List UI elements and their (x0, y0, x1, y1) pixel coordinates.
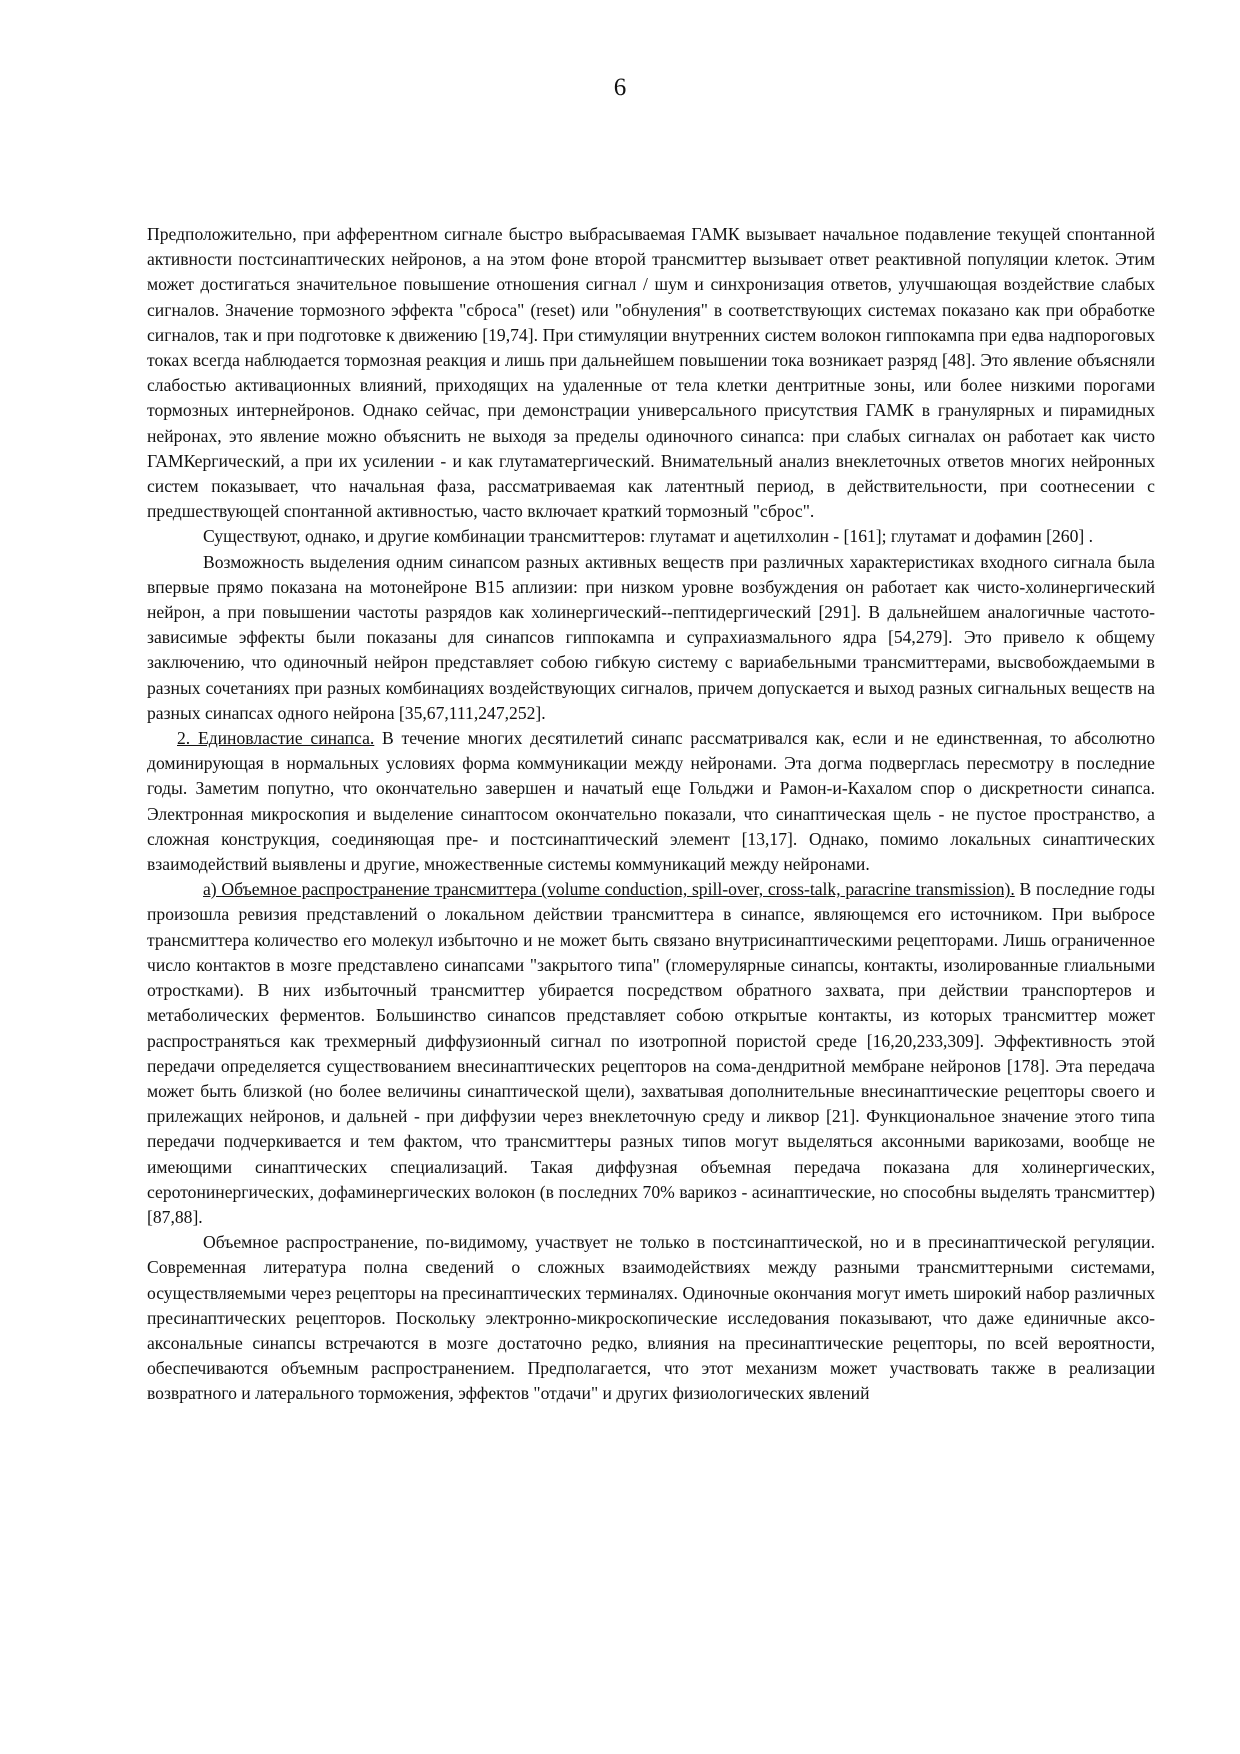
body-text (147, 222, 1155, 1407)
page-number: 6 (613, 74, 627, 101)
paragraph: Объемное распространение, по-видимому, участвует не только в постсинаптической, но и в пресинаптической регуляции. Современная литература полна сведений о сложных взаимодействиях между разными трансмиттерными системами, осуществляемыми через рецепторы на пресинаптических терминалях. Одиночные окончания могут иметь широкий набор различных пресинаптических рецепторов. Поскольку электронно-микроскопические исследования показывают, что даже единичные аксо-аксональные синапсы встречаются в мозге достаточно редко, влияния на пресинаптические рецепторы, по всей вероятности, обеспечиваются объемным распространением. Предполагается, что этот механизм может участвовать также в реализации возвратного и латерального торможения, эффектов "отдачи" и других физиологических явлений (147, 1232, 1155, 1404)
paragraph-text: В последние годы произошла ревизия представлений о локальном действии трансмиттера в синапсе, являющемся его источником. При выбросе трансмиттера количество его молекул избыточно и не может быть связано внутрисинаптическими рецепторами. Лишь ограниченное число контактов в мозге представлено синапсами "закрытого типа" (гломерулярные синапсы, контакты, изолированные глиальными отростками). В них избыточный трансмиттер убирается посредством обратного захвата, при действии транспортеров и метаболических ферментов. Большинство синапсов представляет собою открытые контакты, из которых трансмиттер может распространяться как трехмерный диффузионный сигнал по изотропной пористой среде [16,20,233,309]. Эффективность этой передачи определяется существованием внесинаптических рецепторов на сома-дендритной мембране нейронов [178]. Эта передача может быть близкой (но более величины синаптической щели), захватывая дополнительные внесинаптические рецепторы своего и прилежащих нейронов, и дальней - при диффузии через внеклеточную среду и ликвор [21]. Функциональное значение этого типа передачи подчеркивается и тем фактом, что трансмиттеры разных типов могут выделяться аксонными варикозами, вообще не имеющими синаптических специализаций. Такая диффузная объемная передача показана для холинергических, серотонинергических, дофаминергических волокон (в последних 70% варикоз - асинаптические, но способны выделять трансмиттер) [87,88]. (147, 879, 1155, 1227)
paragraph (147, 726, 1155, 877)
paragraph: Существуют, однако, и другие комбинации трансмиттеров: глутамат и ацетилхолин - [161]; глутамат и дофамин [260] . (203, 526, 1094, 547)
section-heading: 2. Единовластие синапса. (177, 728, 375, 749)
paragraph-text: В течение многих десятилетий синапс рассматривался как, если и не единственная, то абсолютно доминирующая в нормальных условиях форма коммуникации между нейронами. Эта догма подверглась пересмотру в последние годы. Заметим попутно, что окончательно завершен и начатый еще Гольджи и Рамон-и-Кахалом спор о дискретности синапса. Электронная микроскопия и выделение синаптосом окончательно показали, что синаптическая щель - не пустое пространство, а сложная конструкция, соединяющая пре- и постсинаптический элемент [13,17]. Однако, помимо локальных синаптических взаимодействий выявлены и другие, множественные системы коммуникаций между нейронами. (147, 728, 1155, 875)
paragraph (147, 877, 1155, 1230)
paragraph: Предположительно, при афферентном сигнале быстро выбрасываемая ГАМК вызывает начальное подавление текущей спонтанной активности постсинаптических нейронов, а на этом фоне второй трансмиттер вызывает ответ реактивной популяции клеток. Этим может достигаться значительное повышение отношения сигнал / шум и синхронизация ответов, улучшающая воздействие слабых сигналов. Значение тормозного эффекта "сброса" (reset) или "обнуления" в соответствующих системах показано как при обработке сигналов, так и при подготовке к движению [19,74]. При стимуляции внутренних систем волокон гиппокампа при едва надпороговых токах всегда наблюдается тормозная реакция и лишь при дальнейшем повышении тока возникает разряд [48]. Это явление объясняли слабостью активационных влияний, приходящих на удаленные от тела клетки дентритные зоны, или более низкими порогами тормозных интернейронов. Однако сейчас, при демонстрации универсального присутствия ГАМК в гранулярных и пирамидных нейронах, это явление можно объяснить не выходя за пределы одиночного синапса: при слабых сигналах он работает как чисто ГАМКергический, а при их усилении - и как глутаматергический. Внимательный анализ внеклеточных ответов многих нейронных систем показывает, что начальная фаза, рассматриваемая как латентный период, в действительности, при соотнесении с предшествующей спонтанной активностью, часто включает краткий тормозный "сброс". (147, 224, 1155, 522)
subsection-heading: а) Объемное распространение трансмиттера (volume conduction, spill-over, cross-talk, paracrine transmission). (203, 879, 1015, 900)
paragraph: Возможность выделения одним синапсом разных активных веществ при различных характеристиках входного сигнала была впервые прямо показана на мотонейроне B15 аплизии: при низком уровне возбуждения он работает как чисто-холинергический нейрон, а при повышении частоты разрядов как холинергический--пептидергический [291]. В дальнейшем аналогичные частото-зависимые эффекты были показаны для синапсов гиппокампа и супрахиазмального ядра [54,279]. Это привело к общему заключению, что одиночный нейрон представляет собою гибкую систему с вариабельными трансмиттерами, высвобождаемыми в разных сочетаниях при разных комбинациях воздействующих сигналов, причем допускается и выход разных сигнальных веществ на разных синапсах одного нейрона [35,67,111,247,252]. (147, 551, 1155, 723)
